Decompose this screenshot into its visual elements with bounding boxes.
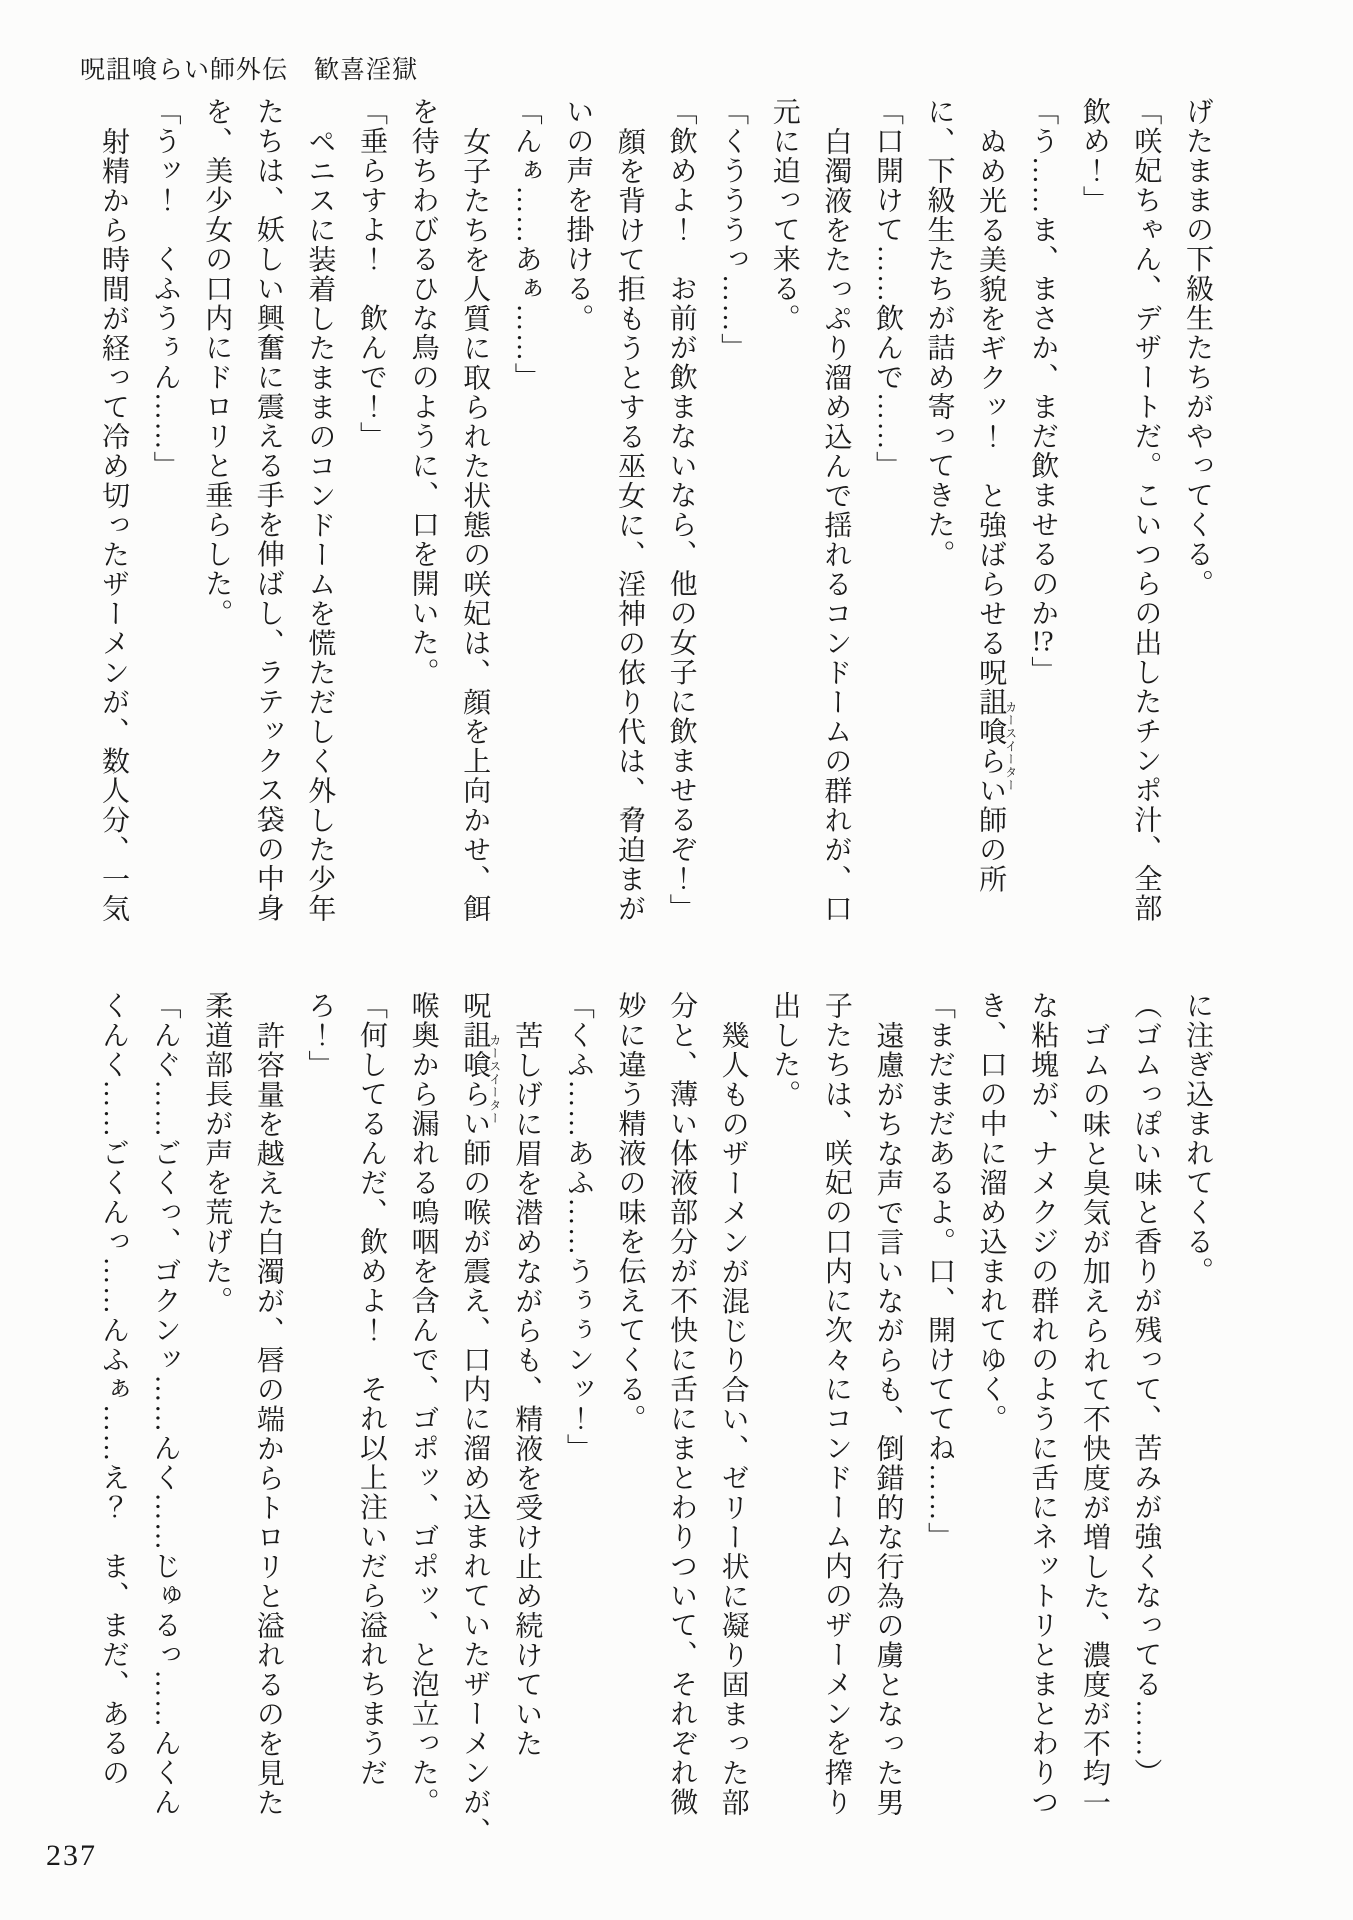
text-column: 元に迫って来る。 <box>768 97 800 333</box>
text-column: いの声を掛ける。 <box>562 97 594 333</box>
text-column: 顔を背けて拒もうとする巫女に、淫神の依り代は、脅迫まが <box>613 127 645 924</box>
running-header-title: 呪詛喰らい師外伝 歓喜淫獄 <box>80 57 419 84</box>
text-column: 子たちは、咲妃の口内に次々にコンドーム内のザーメンを搾り <box>820 991 852 1817</box>
text-column: 「まだまだあるよ。口、開けててね……」 <box>924 991 956 1552</box>
text-column: 妙に違う精液の味を伝えてくる。 <box>614 991 646 1434</box>
text-column: 射精から時間が経って冷め切ったザーメンが、数人分、一気 <box>98 127 130 924</box>
text-band-lower <box>87 991 1223 1847</box>
text-column: たちは、妖しい興奮に震える手を伸ばし、ラテックス袋の中身 <box>252 97 284 923</box>
text-column: に注ぎ込まれてくる。 <box>1182 991 1213 1286</box>
text-column: 「咲妃ちゃん、デザートだ。こいつらの出したチンポ汁、全部 <box>1130 97 1162 923</box>
text-column: 許容量を越えた白濁が、唇の端からトロリと溢れるのを見た <box>252 1021 284 1818</box>
text-column: 分と、薄い体液部分が不快に舌にまとわりついて、それぞれ微 <box>666 991 698 1817</box>
text-column: 「口開けて……飲んで……」 <box>871 97 903 481</box>
page-number: 237 <box>46 1839 97 1872</box>
text-column: ぬめ光る美貌をギクッ！ と強ばらせる呪詛喰らい師カースイーターの所 <box>975 127 1018 894</box>
text-column: 「んぁ……あぁ……」 <box>510 97 542 392</box>
text-column: 「くふ……あふ……うぅぅンッ！」 <box>562 991 594 1463</box>
text-column: に、下級生たちが詰め寄ってきた。 <box>923 97 955 569</box>
text-column: 「飲めよ！ お前が飲まないなら、他の女子に飲ませるぞ！」 <box>665 97 697 923</box>
text-column: ろ！」 <box>304 991 336 1080</box>
text-column: 白濁液をたっぷり溜め込んで揺れるコンドームの群れが、口 <box>820 127 852 924</box>
text-column: な粘塊が、ナメクジの群れのように舌にネットリとまとわりつ <box>1027 991 1059 1817</box>
text-column: 出した。 <box>769 991 801 1109</box>
text-column: 「うッ！ くふうぅん……」 <box>149 97 181 481</box>
text-band-upper <box>87 97 1223 929</box>
text-column: 「くうううっ……」 <box>717 97 749 363</box>
text-column: 呪詛喰らい師カースイーターの喉が震え、口内に溜め込まれていたザーメンが、 <box>459 991 502 1847</box>
text-column: ゴムの味と臭気が加えられて不快度が増した、濃度が不均一 <box>1078 1021 1110 1818</box>
tate-chu-yoko: !? <box>1031 628 1054 656</box>
text-column: 柔道部長が声を荒げた。 <box>201 991 233 1316</box>
text-column: ペニスに装着したままのコンドームを慌ただしく外した少年 <box>304 127 336 924</box>
text-column: （ゴムっぽい味と香りが残って、苦みが強くなってる……） <box>1130 991 1162 1788</box>
text-column: 幾人ものザーメンが混じり合い、ゼリー状に凝り固まった部 <box>717 1021 749 1818</box>
text-column: 遠慮がちな声で言いながらも、倒錯的な行為の虜となった男 <box>872 1021 904 1818</box>
furigana-ruby: 呪詛喰らい師カースイーター <box>459 991 502 1168</box>
text-column: 「う……ま、まさか、まだ飲ませるのか!?」 <box>1027 97 1059 686</box>
text-column: 苦しげに眉を潜めながらも、精液を受け止め続けていた <box>511 1021 543 1759</box>
furigana-ruby: 呪詛喰らい師カースイーター <box>975 658 1018 835</box>
text-column: くんく……ごくんっ……んふぁ……え？ ま、まだ、あるの <box>98 991 130 1788</box>
text-column: 飲め！」 <box>1078 97 1110 215</box>
text-column: 女子たちを人質に取られた状態の咲妃は、顔を上向かせ、餌 <box>459 127 491 924</box>
text-column: 喉奥から漏れる嗚咽を含んで、ゴポッ、ゴポッ、と泡立った。 <box>407 991 439 1817</box>
text-column: を、美少女の口内にドロリと垂らした。 <box>201 97 233 628</box>
text-column: き、口の中に溜め込まれてゆく。 <box>975 991 1007 1434</box>
text-column: 「垂らすよ！ 飲んで！」 <box>356 97 387 451</box>
text-column: 「んぐ……ごくっ、ゴクンッ……んく……じゅるっ……んくん <box>149 991 181 1817</box>
text-column: げたままの下級生たちがやってくる。 <box>1182 97 1213 599</box>
text-column: 「何してるんだ、飲めよ！ それ以上注いだら溢れちまうだ <box>356 991 387 1788</box>
text-column: を待ちわびるひな鳥のように、口を開いた。 <box>407 97 439 687</box>
